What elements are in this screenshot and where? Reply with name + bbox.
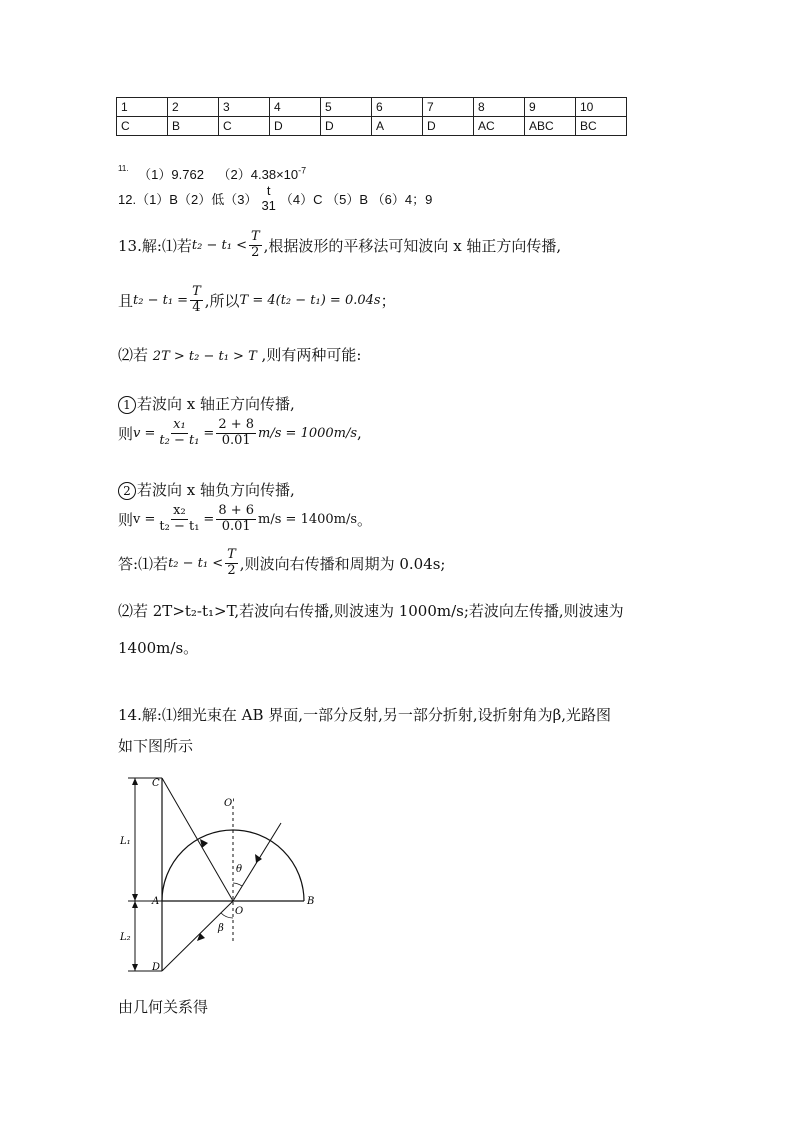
label-theta: θ xyxy=(236,864,243,875)
q13-line2-calc: T = 4(t₂ − t₁) = 0.04s xyxy=(239,292,381,308)
fraction-numerator: t xyxy=(266,183,271,198)
table-cell: 8 xyxy=(474,98,525,117)
q13-case2-end: 。 xyxy=(357,510,373,529)
table-cell: 3 xyxy=(219,98,270,117)
q13-line2-fraction xyxy=(190,285,203,316)
q13-case2-text: 若波向 x 轴负方向传播, xyxy=(137,481,295,499)
q12-suffix: （4）C （5）B （6）4；9 xyxy=(279,192,433,208)
table-cell: D xyxy=(321,117,372,136)
table-cell: 9 xyxy=(525,98,576,117)
q13-line3-prefix: ⑵若 xyxy=(118,346,149,364)
label-L1: L₁ xyxy=(120,836,131,847)
q13-case2-formula xyxy=(118,504,372,535)
table-cell: 6 xyxy=(372,98,423,117)
reflected-ray xyxy=(162,778,233,901)
fraction-numerator: T xyxy=(250,229,260,244)
optics-diagram xyxy=(118,768,328,978)
table-cell: 10 xyxy=(576,98,627,117)
q13-condition: t₂ − t₁ < xyxy=(191,237,247,253)
table-row-numbers xyxy=(117,98,627,117)
q13-line2-eq: t₂ − t₁ = xyxy=(133,292,189,308)
fraction-numerator: 2 + 8 xyxy=(218,417,255,432)
fraction-numerator: T xyxy=(227,547,236,562)
refracted-ray xyxy=(162,901,233,971)
table-cell: B xyxy=(168,117,219,136)
q14-line-2: 如下图所示 xyxy=(118,737,194,755)
q13-line2-end: ； xyxy=(380,291,396,310)
table-row-answers xyxy=(117,117,627,136)
q11-exponent: -7 xyxy=(298,165,307,176)
q11-part2: （2）4.38×10 xyxy=(217,167,299,182)
table-cell: C xyxy=(117,117,168,136)
label-O-prime: O' xyxy=(224,798,235,809)
q13-ans-suffix: ,则波向右传播和周期为 0.04s; xyxy=(239,554,446,573)
q12-prefix: 12.（1）B（2）低（3） xyxy=(118,192,258,208)
q13-case1-frac1 xyxy=(157,418,201,449)
q13-case2-heading xyxy=(118,479,295,500)
fraction-denominator: t₂ − t₁ xyxy=(159,432,200,448)
q11-number: 11. xyxy=(118,164,129,173)
label-D: D xyxy=(152,962,161,973)
q14-line-1: 14.解:⑴细光束在 AB 界面,一部分反射,另一部分折射,设折射角为β,光路图 xyxy=(118,706,612,724)
q13-line2-suffix: ,所以 xyxy=(204,291,240,310)
label-A: A xyxy=(152,896,160,907)
arrow-down-bottom xyxy=(132,964,138,971)
table-cell: D xyxy=(423,117,474,136)
fraction-numerator: T xyxy=(192,284,201,299)
q13-case1-v: v = xyxy=(133,425,156,441)
label-C: C xyxy=(152,778,160,789)
q13-line-2 xyxy=(118,285,396,316)
q13-answer-2-line1: ⑵若 2T>t₂-t₁>T,若波向右传播,则波速为 1000m/s;若波向左传播,则波速为 xyxy=(118,602,624,620)
q11-part1: （1）9.762 xyxy=(138,167,204,182)
table-cell: D xyxy=(270,117,321,136)
arrow-up-mid xyxy=(132,901,138,908)
q13-fraction xyxy=(249,230,262,261)
table-cell: A xyxy=(372,117,423,136)
table-cell: ABC xyxy=(525,117,576,136)
fraction-denominator: t₂ − t₁ xyxy=(159,518,200,534)
q13-case1-heading xyxy=(118,393,295,414)
theta-arc xyxy=(233,883,242,886)
beta-arc xyxy=(221,913,233,918)
fraction-denominator: 2 xyxy=(251,244,260,260)
label-L2: L₂ xyxy=(120,932,131,943)
q13-case2-frac1 xyxy=(157,504,201,535)
q13-case1-then: 则 xyxy=(118,424,134,443)
table-cell: 4 xyxy=(270,98,321,117)
q13-ans-prefix: 答:⑴若 xyxy=(118,554,169,573)
q13-line2-prefix: 且 xyxy=(118,291,134,310)
circled-number-2: 2 xyxy=(118,482,136,500)
q14-after-figure: 由几何关系得 xyxy=(118,998,209,1016)
table-cell: C xyxy=(219,117,270,136)
q12-fraction xyxy=(259,184,277,214)
table-cell: 7 xyxy=(423,98,474,117)
q11-line xyxy=(118,164,306,183)
q13-line-1 xyxy=(118,230,561,261)
label-beta: β xyxy=(218,923,224,934)
q13-case1-frac2 xyxy=(216,418,256,449)
fraction-numerator: x₂ xyxy=(173,503,186,518)
q13-case1-text: 若波向 x 轴正方向传播, xyxy=(137,395,295,413)
arrow-down-mid xyxy=(132,894,138,901)
q13-line3-suffix: ,则有两种可能: xyxy=(261,346,362,364)
q13-case1-formula xyxy=(118,418,362,449)
arrow-up-top xyxy=(132,778,138,785)
q13-line3-cond: 2T > t₂ − t₁ > T xyxy=(152,349,257,364)
q13-case2-v: v = xyxy=(133,511,156,527)
q13-case2-frac2 xyxy=(216,504,256,535)
q13-answer-2-line2: 1400m/s。 xyxy=(118,639,199,657)
q13-ans-cond: t₂ − t₁ < xyxy=(168,555,224,571)
fraction-denominator: 2 xyxy=(227,562,236,578)
q13-case1-end: , xyxy=(357,424,362,443)
q13-ans-fraction xyxy=(225,548,238,579)
table-cell: 5 xyxy=(321,98,372,117)
fraction-denominator: 31 xyxy=(261,197,276,213)
label-B: B xyxy=(307,896,315,907)
q13-case2-then: 则 xyxy=(118,510,134,529)
refracted-arrow xyxy=(197,933,205,941)
label-O: O xyxy=(235,906,244,917)
q12-line xyxy=(118,184,432,214)
q13-line1-suffix: ,根据波形的平移法可知波向 x 轴正方向传播, xyxy=(263,236,562,255)
table-cell: 1 xyxy=(117,98,168,117)
q13-answer-1 xyxy=(118,548,445,579)
table-cell: 2 xyxy=(168,98,219,117)
q13-line-3 xyxy=(118,344,361,365)
fraction-denominator: 0.01 xyxy=(221,518,251,534)
table-cell: AC xyxy=(474,117,525,136)
table-cell: BC xyxy=(576,117,627,136)
q13-case2-eq: = xyxy=(203,511,215,527)
q13-case2-result: m/s = 1400m/s xyxy=(258,511,358,527)
q13-case1-result: m/s = 1000m/s xyxy=(258,425,358,441)
q13-prefix: 13.解:⑴若 xyxy=(118,236,192,255)
circled-number-1: 1 xyxy=(118,396,136,414)
fraction-denominator: 4 xyxy=(192,299,201,315)
answer-table xyxy=(116,97,627,136)
fraction-numerator: x₁ xyxy=(173,417,186,432)
fraction-denominator: 0.01 xyxy=(221,432,251,448)
fraction-numerator: 8 + 6 xyxy=(218,503,255,518)
q13-case1-eq: = xyxy=(203,425,215,441)
